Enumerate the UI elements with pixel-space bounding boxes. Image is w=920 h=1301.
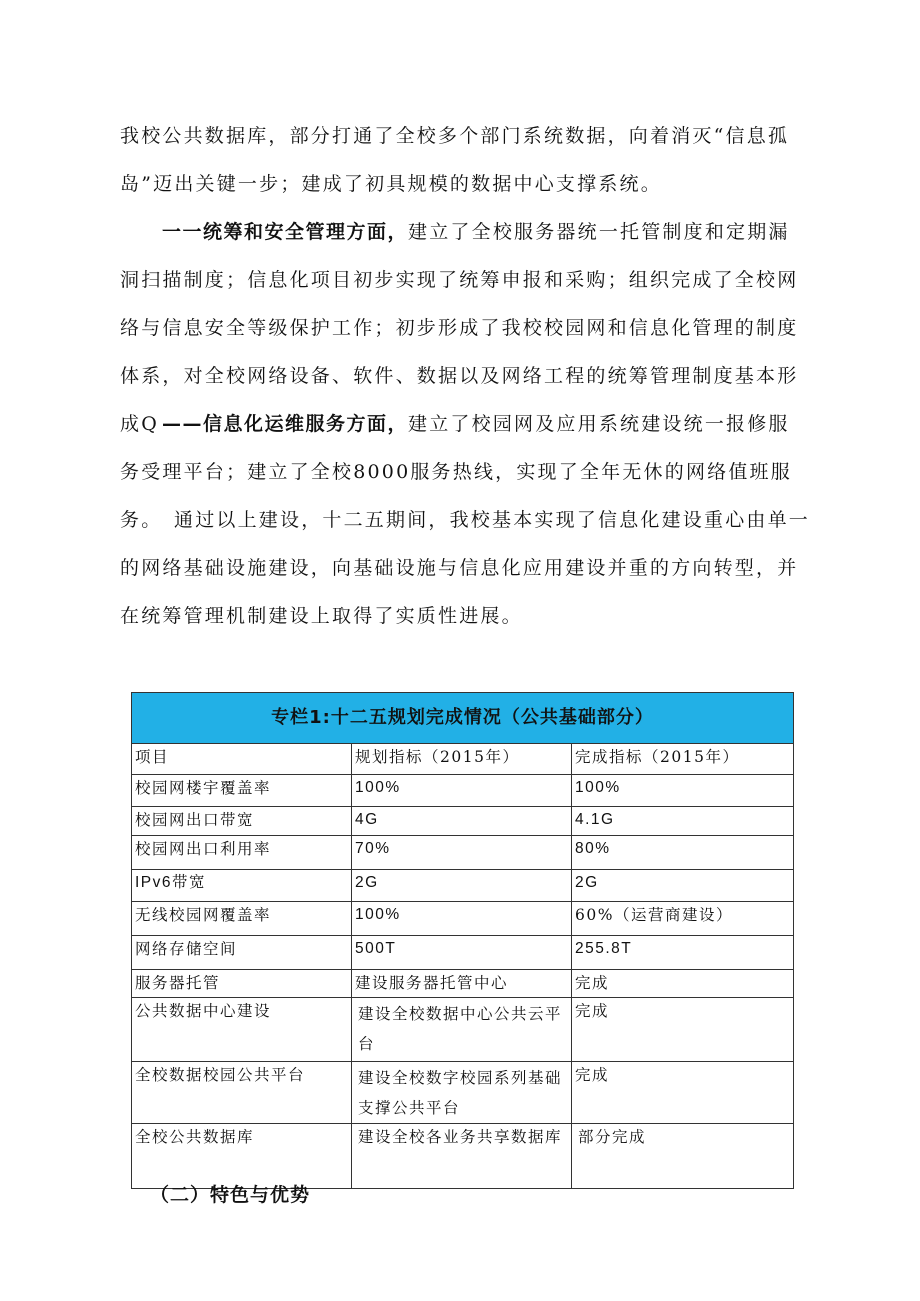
table-row	[132, 970, 794, 998]
table-cell: 服务器托管	[132, 970, 352, 998]
column-header-completed: 完成指标（2015年）	[572, 744, 794, 775]
paragraph-data-center: 我校公共数据库，部分打通了全校多个部门系统数据，向着消灭“信息孤岛”迈出关键一步；建成了初具规模的数据中心支撑系统。	[120, 125, 790, 195]
table-cell: 完成	[572, 970, 794, 998]
table-cell: 校园网楼宇覆盖率	[132, 775, 352, 807]
table-row	[132, 1062, 794, 1124]
table-cell: 4.1G	[572, 807, 794, 836]
column-header-planned: 规划指标（2015年）	[352, 744, 572, 775]
table-cell: 全校公共数据库	[132, 1124, 352, 1189]
table-cell: 500T	[352, 936, 572, 970]
table-cell: 完成	[572, 998, 794, 1062]
table-cell: 建设全校各业务共享数据库	[352, 1124, 572, 1189]
paragraph-lead-operations: ——信息化运维服务方面，	[162, 413, 409, 435]
table-row	[132, 870, 794, 902]
table-cell: 建设服务器托管中心	[352, 970, 572, 998]
table-header-row	[132, 744, 794, 775]
section-heading: （二）特色与优势	[150, 1184, 311, 1206]
column-header-item: 项目	[132, 744, 352, 775]
paragraph-body-operations: 建立了校园网及应用系统建设统一报修服务受理平台；建立了全校8000服务热线，实现了全年无休的网络值班服务。	[120, 413, 792, 531]
table-cell: 全校数据校园公共平台	[132, 1062, 352, 1124]
table-cell: 2G	[352, 870, 572, 902]
table-cell: IPv6带宽	[132, 870, 352, 902]
table-cell: 网络存储空间	[132, 936, 352, 970]
table-cell: 公共数据中心建设	[132, 998, 352, 1062]
table-row	[132, 1124, 794, 1189]
table-cell: 建设全校数据中心公共云平台	[352, 998, 572, 1062]
table-cell: 完成	[572, 1062, 794, 1124]
table-cell: 校园网出口利用率	[132, 836, 352, 870]
table-cell: 100%	[352, 775, 572, 807]
table-cell: 无线校园网覆盖率	[132, 902, 352, 936]
table-title-row	[132, 693, 794, 744]
table-cell: 100%	[352, 902, 572, 936]
table-row	[132, 775, 794, 807]
table-cell: 4G	[352, 807, 572, 836]
table-cell: 建设全校数字校园系列基础支撑公共平台	[352, 1062, 572, 1124]
paragraph-lead-management: 一一统筹和安全管理方面，	[162, 221, 409, 243]
paragraph-body-management: 建立了全校服务器统一托管制度和定期漏洞扫描制度；信息化项目初步实现了统筹申报和采购；组织完成了全校网络与信息安全等级保护工作；初步形成了我校校园网和信息化管理的制度体系，对全校网络设备、软件、数据以及网络工程的统筹管理制度基本形成Q	[120, 221, 799, 435]
table-cell: 80%	[572, 836, 794, 870]
table-row	[132, 936, 794, 970]
table-title: 专栏1:十二五规划完成情况（公共基础部分）	[132, 693, 794, 744]
table-cell: 70%	[352, 836, 572, 870]
table-cell: 部分完成	[572, 1124, 794, 1189]
table-row	[132, 836, 794, 870]
table-row	[132, 998, 794, 1062]
table-cell: 60%（运营商建设）	[572, 902, 794, 936]
table-cell: 255.8T	[572, 936, 794, 970]
table-row	[132, 902, 794, 936]
table-cell: 校园网出口带宽	[132, 807, 352, 836]
table-row	[132, 807, 794, 836]
table-cell: 2G	[572, 870, 794, 902]
table-cell: 100%	[572, 775, 794, 807]
paragraph-summary: 通过以上建设，十二五期间，我校基本实现了信息化建设重心由单一的网络基础设施建设，向基础设施与信息化应用建设并重的方向转型，并在统筹管理机制建设上取得了实质性进展。	[120, 509, 811, 627]
plan-completion-table	[131, 692, 794, 1189]
